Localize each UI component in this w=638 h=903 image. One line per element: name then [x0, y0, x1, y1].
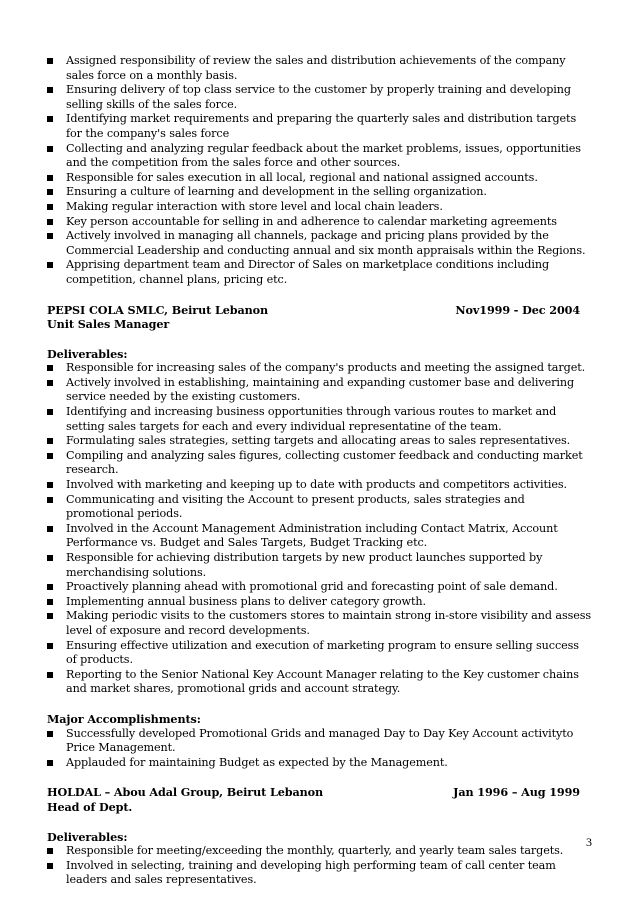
job-dates: Nov1999 - Dec 2004	[455, 302, 580, 317]
list-item: Involved with marketing and keeping up to date with products and competitors activities.	[47, 478, 592, 493]
list-item: Making regular interaction with store level and local chain leaders.	[47, 200, 592, 215]
list-item: Involved in selecting, training and developing high performing team of call center team leaders and sales representatives.	[47, 859, 592, 888]
top-bullet-list	[47, 54, 592, 288]
list-item: Ensuring effective utilization and execution of marketing program to ensure selling success of products.	[47, 639, 592, 668]
job-title: Head of Dept.	[47, 799, 133, 814]
list-item: Responsible for sales execution in all local, regional and national assigned accounts.	[47, 171, 592, 186]
company-name: PEPSI COLA SMLC, Beirut Lebanon	[47, 302, 269, 317]
page-number: 3	[586, 835, 592, 849]
job-title: Unit Sales Manager	[47, 317, 170, 332]
list-item: Actively involved in establishing, maintaining and expanding customer base and delivering service needed by the existing customers.	[47, 376, 592, 405]
job-header-holdal	[47, 785, 592, 800]
list-item: Identifying and increasing business opportunities through various routes to market and setting sales targets for each and every individual representatine of the team.	[47, 405, 592, 434]
list-item: Actively involved in managing all channels, package and pricing plans provided by the Commercial Leadership and conducting annual and six month appraisals within the Regions.	[47, 229, 592, 258]
list-item: Reporting to the Senior National Key Account Manager relating to the Key customer chains and market shares, promotional grids and account strategy.	[47, 668, 592, 697]
list-item: Identifying market requirements and preparing the quarterly sales and distribution targets for the company's sales force	[47, 112, 592, 141]
deliverables-list	[47, 844, 592, 888]
deliverables-heading: Deliverables:	[47, 346, 128, 361]
list-item: Successfully developed Promotional Grids and managed Day to Day Key Account activityto Price Management.	[47, 727, 592, 756]
job-header-pepsi	[47, 303, 592, 318]
list-item: Implementing annual business plans to deliver category growth.	[47, 595, 592, 610]
list-item: Applauded for maintaining Budget as expected by the Management.	[47, 756, 592, 771]
list-item: Responsible for meeting/exceeding the monthly, quarterly, and yearly team sales targets.	[47, 844, 592, 859]
company-name: HOLDAL – Abou Adal Group, Beirut Lebanon	[47, 785, 324, 800]
list-item: Key person accountable for selling in and adherence to calendar marketing agreements	[47, 215, 592, 230]
list-item: Responsible for increasing sales of the company's products and meeting the assigned target.	[47, 361, 592, 376]
list-item: Communicating and visiting the Account to present products, sales strategies and promotional periods.	[47, 493, 592, 522]
list-item: Assigned responsibility of review the sales and distribution achievements of the company sales force on a monthly basis.	[47, 54, 592, 83]
accomplishments-heading: Major Accomplishments:	[47, 711, 201, 726]
deliverables-heading: Deliverables:	[47, 829, 128, 844]
list-item: Responsible for achieving distribution targets by new product launches supported by merchandising solutions.	[47, 551, 592, 580]
accomplishments-list	[47, 727, 592, 771]
list-item: Formulating sales strategies, setting targets and allocating areas to sales representatives.	[47, 434, 592, 449]
resume-content	[47, 54, 592, 888]
list-item: Proactively planning ahead with promotional grid and forecasting point of sale demand.	[47, 580, 592, 595]
list-item: Compiling and analyzing sales figures, collecting customer feedback and conducting market research.	[47, 449, 592, 478]
job-dates: Jan 1996 – Aug 1999	[453, 785, 580, 800]
list-item: Apprising department team and Director of Sales on marketplace conditions including competition, channel plans, pricing etc.	[47, 258, 592, 287]
deliverables-list	[47, 361, 592, 697]
list-item: Involved in the Account Management Administration including Contact Matrix, Account Performance vs. Budget and Sales Targets, Budget Tracking etc.	[47, 522, 592, 551]
list-item: Ensuring delivery of top class service to the customer by properly training and developing selling skills of the sales force.	[47, 83, 592, 112]
list-item: Collecting and analyzing regular feedback about the market problems, issues, opportunities and the competition from the sales force and other sources.	[47, 142, 592, 171]
list-item: Ensuring a culture of learning and development in the selling organization.	[47, 185, 592, 200]
list-item: Making periodic visits to the customers stores to maintain strong in-store visibility and assess level of exposure and record developments.	[47, 609, 592, 638]
